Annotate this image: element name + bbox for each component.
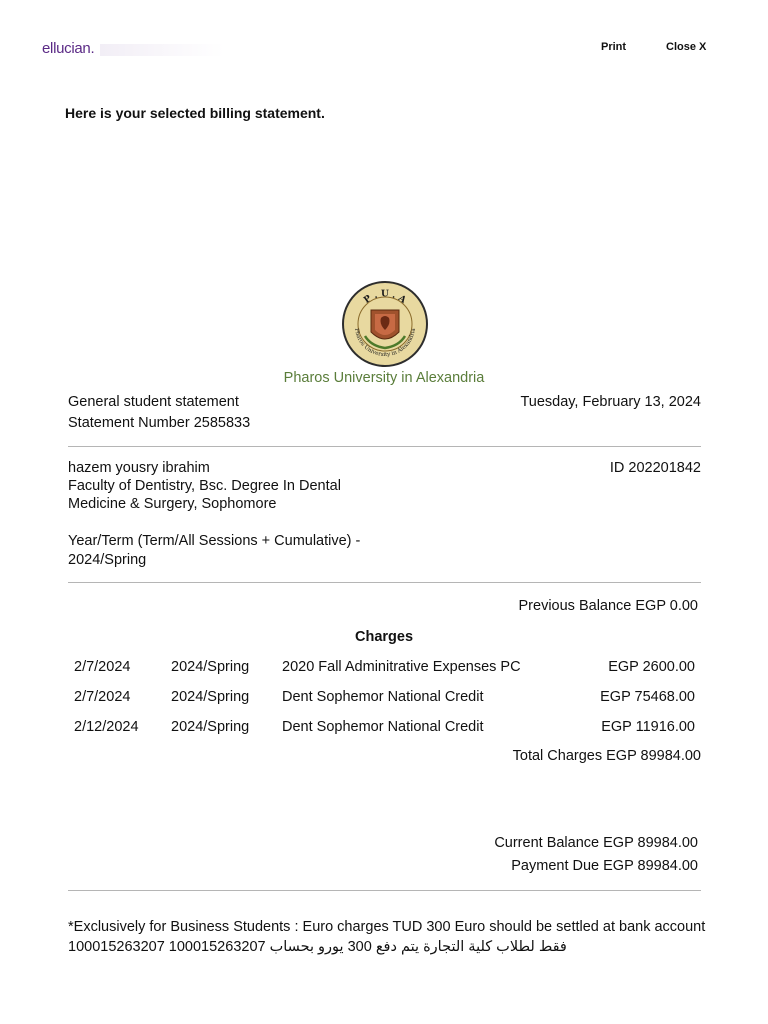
- business-students-footnote: *Exclusively for Business Students : Euro charges TUD 300 Euro should be settled at bank account 100015263207 100015263207 فقط لطلاب كلية التجارة يتم دفع 300 يورو بحساب: [68, 919, 706, 955]
- university-seal-logo: [341, 280, 429, 368]
- charge-date: 2/7/2024: [74, 659, 131, 675]
- divider: [68, 890, 701, 891]
- charge-row: [0, 659, 768, 679]
- statement-number: Statement Number 2585833: [68, 415, 251, 431]
- term-label-line2: 2024/Spring: [68, 552, 147, 568]
- logo-decoration: [100, 44, 224, 56]
- previous-balance: Previous Balance EGP 0.00: [518, 598, 698, 614]
- charge-date: 2/7/2024: [74, 689, 131, 705]
- divider: [68, 446, 701, 447]
- student-program-line1: Faculty of Dentistry, Bsc. Degree In Dental: [68, 478, 341, 494]
- charge-description: Dent Sophemor National Credit: [282, 719, 484, 735]
- print-link[interactable]: Print: [601, 41, 627, 53]
- ellucian-logo: ellucian.: [42, 40, 95, 57]
- total-charges: Total Charges EGP 89984.00: [512, 748, 701, 764]
- statement-type: General student statement: [68, 394, 239, 410]
- student-program-line2: Medicine & Surgery, Sophomore: [68, 496, 277, 512]
- payment-due: Payment Due EGP 89984.00: [511, 858, 698, 874]
- top-bar: [0, 0, 768, 90]
- charge-amount: EGP 75468.00: [600, 689, 695, 705]
- charge-row: [0, 689, 768, 709]
- charge-term: 2024/Spring: [171, 659, 250, 675]
- statement-date: Tuesday, February 13, 2024: [520, 394, 701, 410]
- svg-text:P . U . A: P . U . A: [362, 289, 408, 306]
- intro-heading: Here is your selected billing statement.: [65, 105, 325, 121]
- student-name: hazem yousry ibrahim: [68, 460, 210, 476]
- term-label-line1: Year/Term (Term/All Sessions + Cumulative) -: [68, 533, 361, 549]
- charges-title: Charges: [354, 629, 414, 645]
- charge-description: 2020 Fall Adminitrative Expenses PC: [282, 659, 521, 675]
- charge-term: 2024/Spring: [171, 719, 250, 735]
- close-link[interactable]: Close X: [666, 41, 707, 53]
- charge-amount: EGP 11916.00: [601, 719, 695, 735]
- current-balance: Current Balance EGP 89984.00: [494, 835, 698, 851]
- university-name: Pharos University in Alexandria: [283, 370, 485, 386]
- svg-text:Pharos University in Alexandri: Pharos University in Alexandria: [353, 327, 417, 359]
- charge-amount: EGP 2600.00: [608, 659, 695, 675]
- charge-term: 2024/Spring: [171, 689, 250, 705]
- charge-date: 2/12/2024: [74, 719, 139, 735]
- charge-row: [0, 719, 768, 739]
- student-id: ID 202201842: [609, 460, 701, 476]
- divider: [68, 582, 701, 583]
- charge-description: Dent Sophemor National Credit: [282, 689, 484, 705]
